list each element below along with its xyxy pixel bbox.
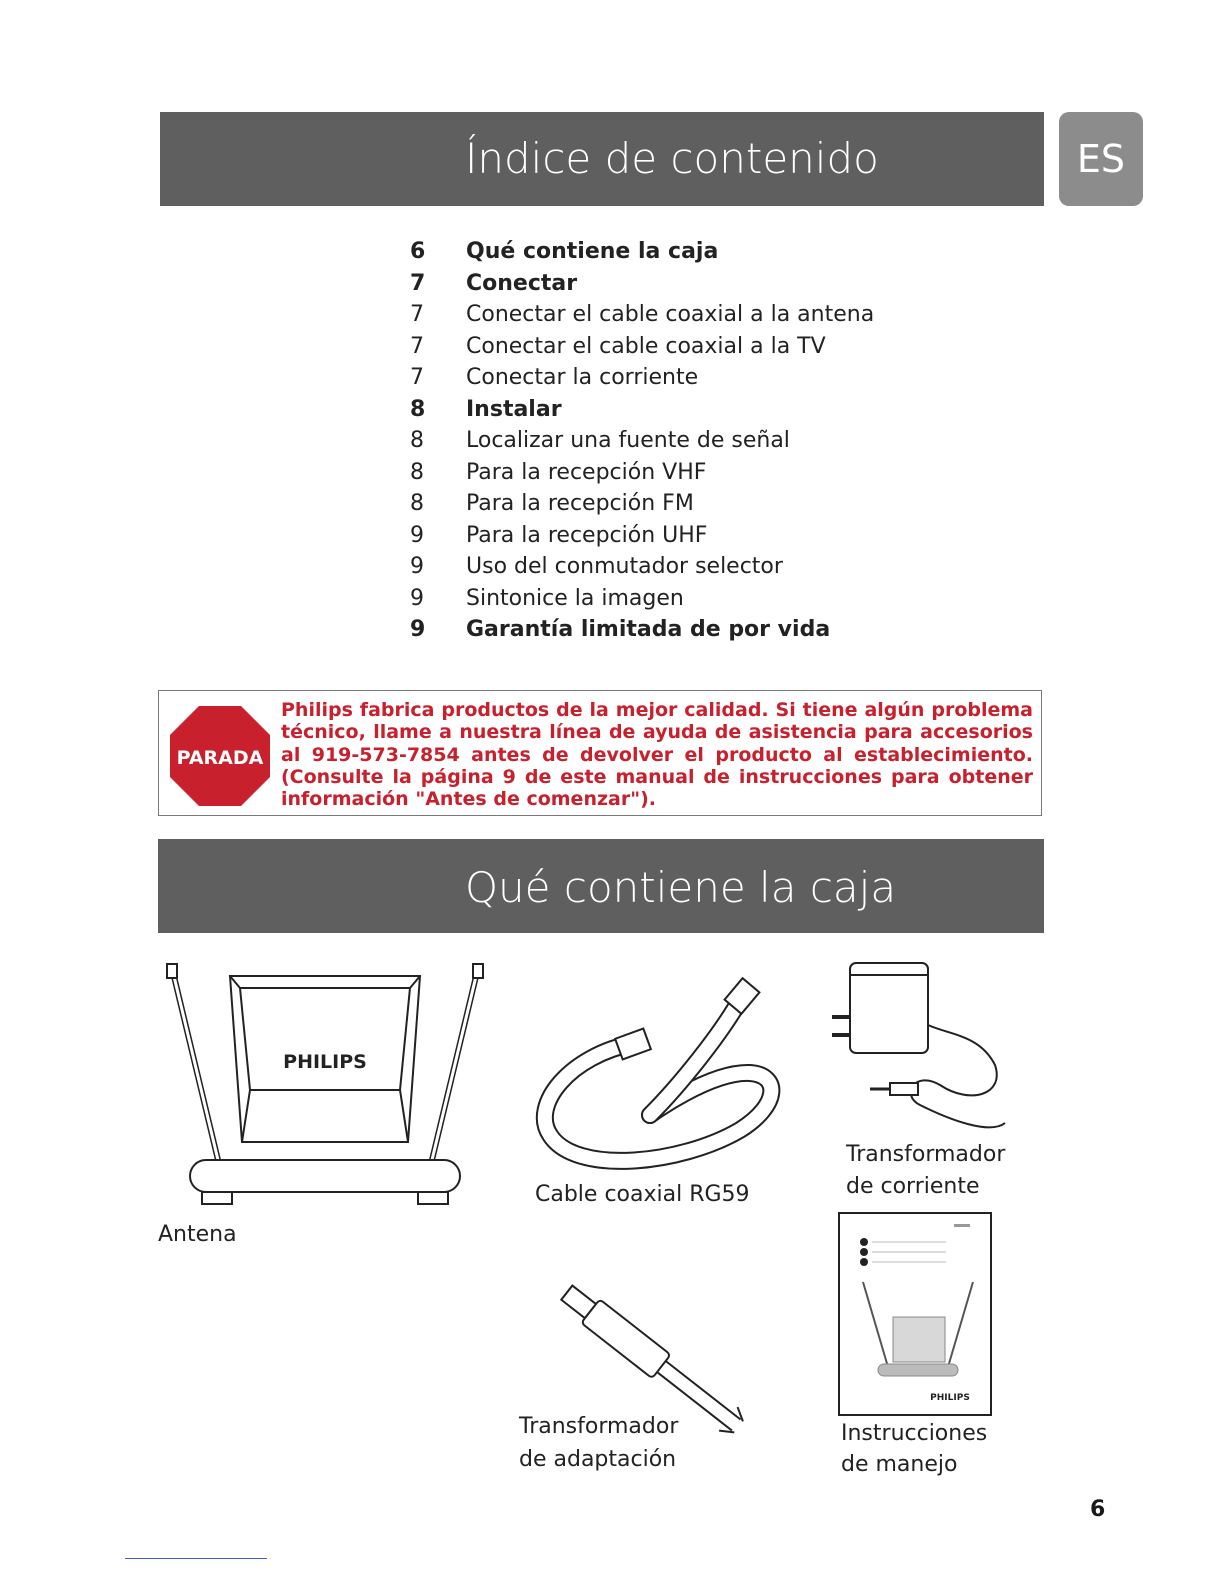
- box-contents-title: Qué contiene la caja: [465, 863, 897, 912]
- adapter-caption-line1: Transformador: [519, 1414, 679, 1439]
- table-of-contents: [410, 236, 874, 646]
- toc-entry-label: Para la recepción FM: [466, 491, 694, 517]
- cable-caption: Cable coaxial RG59: [535, 1182, 750, 1207]
- manual-brand-logo: PHILIPS: [930, 1393, 970, 1403]
- toc-entry[interactable]: [410, 520, 874, 552]
- toc-page-number: 8: [410, 428, 424, 454]
- antenna-caption: Antena: [158, 1222, 237, 1247]
- toc-page-number: 8: [410, 396, 426, 422]
- toc-entry-label: Localizar una fuente de señal: [466, 428, 790, 454]
- coaxial-cable-illustration: [530, 975, 790, 1175]
- toc-entry[interactable]: [410, 236, 874, 268]
- toc-entry-label: Garantía limitada de por vida: [466, 617, 831, 643]
- toc-page-number: 7: [410, 302, 424, 328]
- power-caption-line2: de corriente: [846, 1174, 980, 1199]
- toc-entry-label: Para la recepción UHF: [466, 522, 708, 548]
- toc-entry[interactable]: [410, 583, 874, 615]
- footer-rule: [125, 1558, 267, 1559]
- manual-caption-line2: de manejo: [841, 1452, 958, 1477]
- toc-page-number: 8: [410, 459, 424, 485]
- power-caption-line1: Transformador: [846, 1142, 1006, 1167]
- toc-entry-label: Qué contiene la caja: [466, 239, 719, 265]
- toc-page-number: 9: [410, 554, 424, 580]
- toc-entry-label: Conectar el cable coaxial a la TV: [466, 333, 826, 359]
- toc-page-number: 7: [410, 365, 424, 391]
- toc-entry[interactable]: [410, 299, 874, 331]
- manual-illustration: [838, 1212, 992, 1416]
- toc-entry-label: Conectar el cable coaxial a la antena: [466, 302, 875, 328]
- support-notice: [158, 690, 1042, 816]
- toc-entry[interactable]: [410, 425, 874, 457]
- toc-entry-label: Sintonice la imagen: [466, 585, 684, 611]
- page-number: 6: [1090, 1497, 1106, 1522]
- toc-entry[interactable]: [410, 457, 874, 489]
- toc-entry[interactable]: [410, 551, 874, 583]
- power-transformer-illustration: [830, 955, 1020, 1140]
- toc-entry-label: Para la recepción VHF: [466, 459, 707, 485]
- toc-entry[interactable]: [410, 614, 874, 646]
- toc-page-number: 7: [410, 333, 424, 359]
- toc-entry-label: Uso del conmutador selector: [466, 554, 783, 580]
- toc-entry[interactable]: [410, 268, 874, 300]
- toc-page-number: 6: [410, 239, 426, 265]
- antenna-illustration: [160, 960, 490, 1210]
- toc-entry[interactable]: [410, 331, 874, 363]
- antenna-brand-logo: PHILIPS: [283, 1051, 367, 1073]
- adapter-caption-line2: de adaptación: [519, 1447, 677, 1472]
- toc-entry-label: Conectar la corriente: [466, 365, 699, 391]
- toc-entry[interactable]: [410, 394, 874, 426]
- stop-sign-icon: [170, 706, 270, 806]
- box-contents-header-bar: [158, 839, 1044, 933]
- toc-entry-label: Conectar: [466, 270, 578, 296]
- toc-page-number: 9: [410, 585, 424, 611]
- toc-page-number: 8: [410, 491, 424, 517]
- toc-header-bar: [160, 112, 1044, 206]
- notice-text: Philips fabrica productos de la mejor calidad. Si tiene algún problema técnico, llame a nuestra línea de ayuda de asistencia para accesorios al 919-573-7854 antes de devolver el producto al establecimiento. (Consulte la página 9 de este manual de instrucciones para obtener información "Antes de comenzar").: [281, 699, 1033, 811]
- manual-caption-line1: Instrucciones: [841, 1421, 988, 1446]
- toc-entry[interactable]: [410, 488, 874, 520]
- toc-page-number: 9: [410, 617, 426, 643]
- toc-page-number: 7: [410, 270, 426, 296]
- toc-page-number: 9: [410, 522, 424, 548]
- language-tab: ES: [1059, 112, 1143, 206]
- toc-title: Índice de contenido: [465, 134, 879, 183]
- toc-entry-label: Instalar: [466, 396, 562, 422]
- toc-entry[interactable]: [410, 362, 874, 394]
- stop-sign-label: PARADA: [176, 747, 264, 769]
